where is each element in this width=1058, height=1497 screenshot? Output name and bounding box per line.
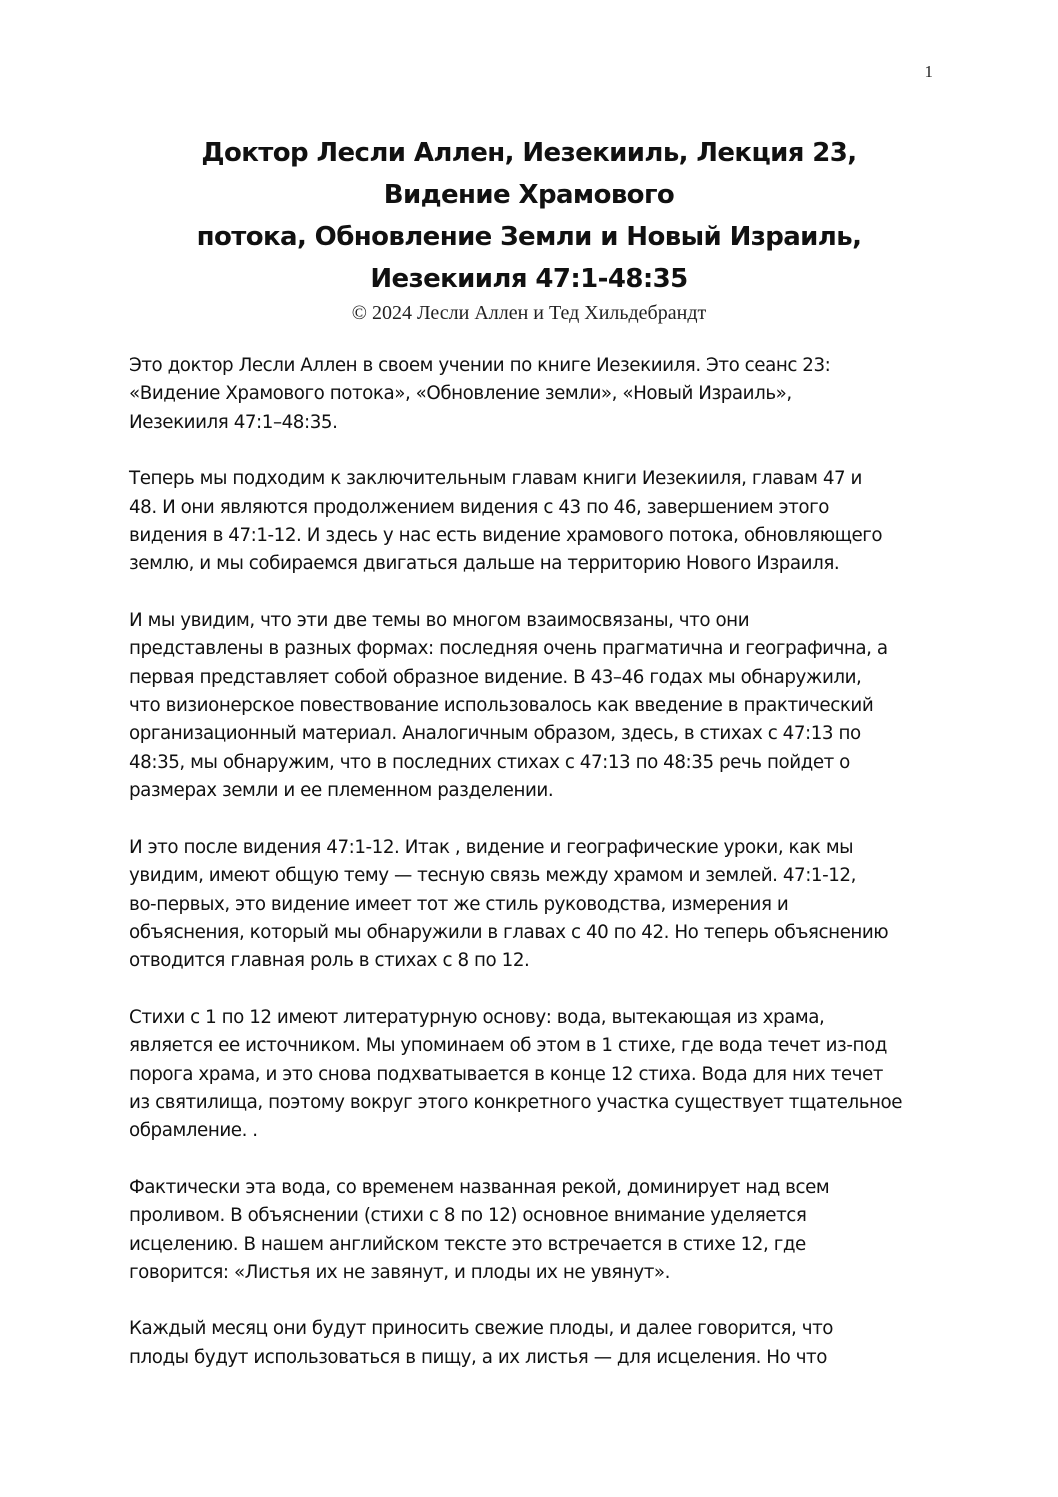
title-line: Иезекииля 47:1-48:35 (370, 264, 688, 294)
document-header (129, 132, 929, 326)
text-line: размерах земли и ее племенном разделении. (129, 780, 554, 802)
text-line: И мы увидим, что эти две темы во многом взаимосвязаны, что они (129, 609, 750, 631)
text-line: видения в 47:1-12. И здесь у нас есть видение храмового потока, обновляющего (129, 525, 883, 547)
text-line: Это доктор Лесли Аллен в своем учении по книге Иезекииля. Это сеанс 23: (129, 355, 831, 376)
text-line: проливом. В объяснении (стихи с 8 по 12) основное внимание уделяется (129, 1205, 807, 1227)
text-line: 48. И они являются продолжением видения с 43 по 46, завершением этого (129, 496, 829, 518)
text-line: первая представляет собой образное видение. В 43–46 годах мы обнаружили, (129, 666, 862, 688)
text-line: «Видение Храмового потока», «Обновление земли», «Новый Израиль», (129, 383, 792, 405)
copyright-notice: © 2024 Лесли Аллен и Тед Хильдебрандт (351, 302, 707, 324)
title-line: Видение Храмового (383, 180, 675, 210)
text-line: увидим, имеют общую тему — тесную связь между храмом и землей. 47:1-12, (129, 865, 856, 887)
title-line: Доктор Лесли Аллен, Иезекииль, Лекция 23, (201, 138, 857, 168)
document-body (129, 352, 934, 1400)
paragraph (129, 465, 934, 579)
text-line: землю, и мы собираемся двигаться дальше на территорию Нового Израиля. (129, 553, 840, 575)
text-line: плоды будут использоваться в пищу, а их листья — для исцеления. Но что (129, 1346, 827, 1368)
text-line: обрамление. . (129, 1120, 258, 1142)
text-line: 48:35, мы обнаружим, что в последних стихах с 47:13 по 48:35 речь пойдет о (129, 751, 850, 773)
text-line: организационный материал. Аналогичным образом, здесь, в стихах с 47:13 по (129, 723, 861, 745)
text-line: Иезекииля 47:1–48:35. (129, 411, 338, 433)
text-line: порога храма, и это снова подхватывается в конце 12 стиха. Вода для них течет (129, 1063, 884, 1085)
title-line: потока, Обновление Земли и Новый Израиль, (196, 222, 862, 252)
text-line: И это после видения 47:1-12. Итак , видение и географические уроки, как мы (129, 836, 854, 858)
text-line: объяснения, который мы обнаружили в главах с 40 по 42. Но теперь объяснению (129, 921, 889, 943)
text-line: Теперь мы подходим к заключительным главам книги Иезекииля, главам 47 и (129, 468, 862, 490)
paragraph (129, 352, 934, 437)
paragraph (129, 1004, 934, 1146)
paragraph (129, 834, 934, 976)
paragraph (129, 1315, 934, 1372)
text-line: исцелению. В нашем английском тексте это встречается в стихе 12, где (129, 1233, 806, 1255)
text-line: во-первых, это видение имеет тот же стиль руководства, измерения и (129, 893, 789, 915)
text-line: представлены в разных формах: последняя очень прагматична и географична, а (129, 638, 888, 660)
text-line: отводится главная роль в стихах с 8 по 12. (129, 950, 530, 972)
paragraph (129, 607, 934, 806)
text-line: говорится: «Листья их не завянут, и плоды их не увянут». (129, 1261, 670, 1283)
text-line: что визионерское повествование использовалось как введение в практический (129, 695, 874, 717)
text-line: Каждый месяц они будут приносить свежие плоды, и далее говорится, что (129, 1318, 834, 1340)
paragraph (129, 1174, 934, 1288)
page-number: 1 (924, 62, 933, 81)
text-line: из святилища, поэтому вокруг этого конкретного участка существует тщательное (129, 1091, 903, 1113)
text-line: Стихи с 1 по 12 имеют литературную основу: вода, вытекающая из храма, (129, 1006, 825, 1028)
text-line: является ее источником. Мы упоминаем об этом в 1 стихе, где вода течет из-под (129, 1035, 887, 1057)
text-line: Фактически эта вода, со временем названная рекой, доминирует над всем (129, 1176, 830, 1198)
